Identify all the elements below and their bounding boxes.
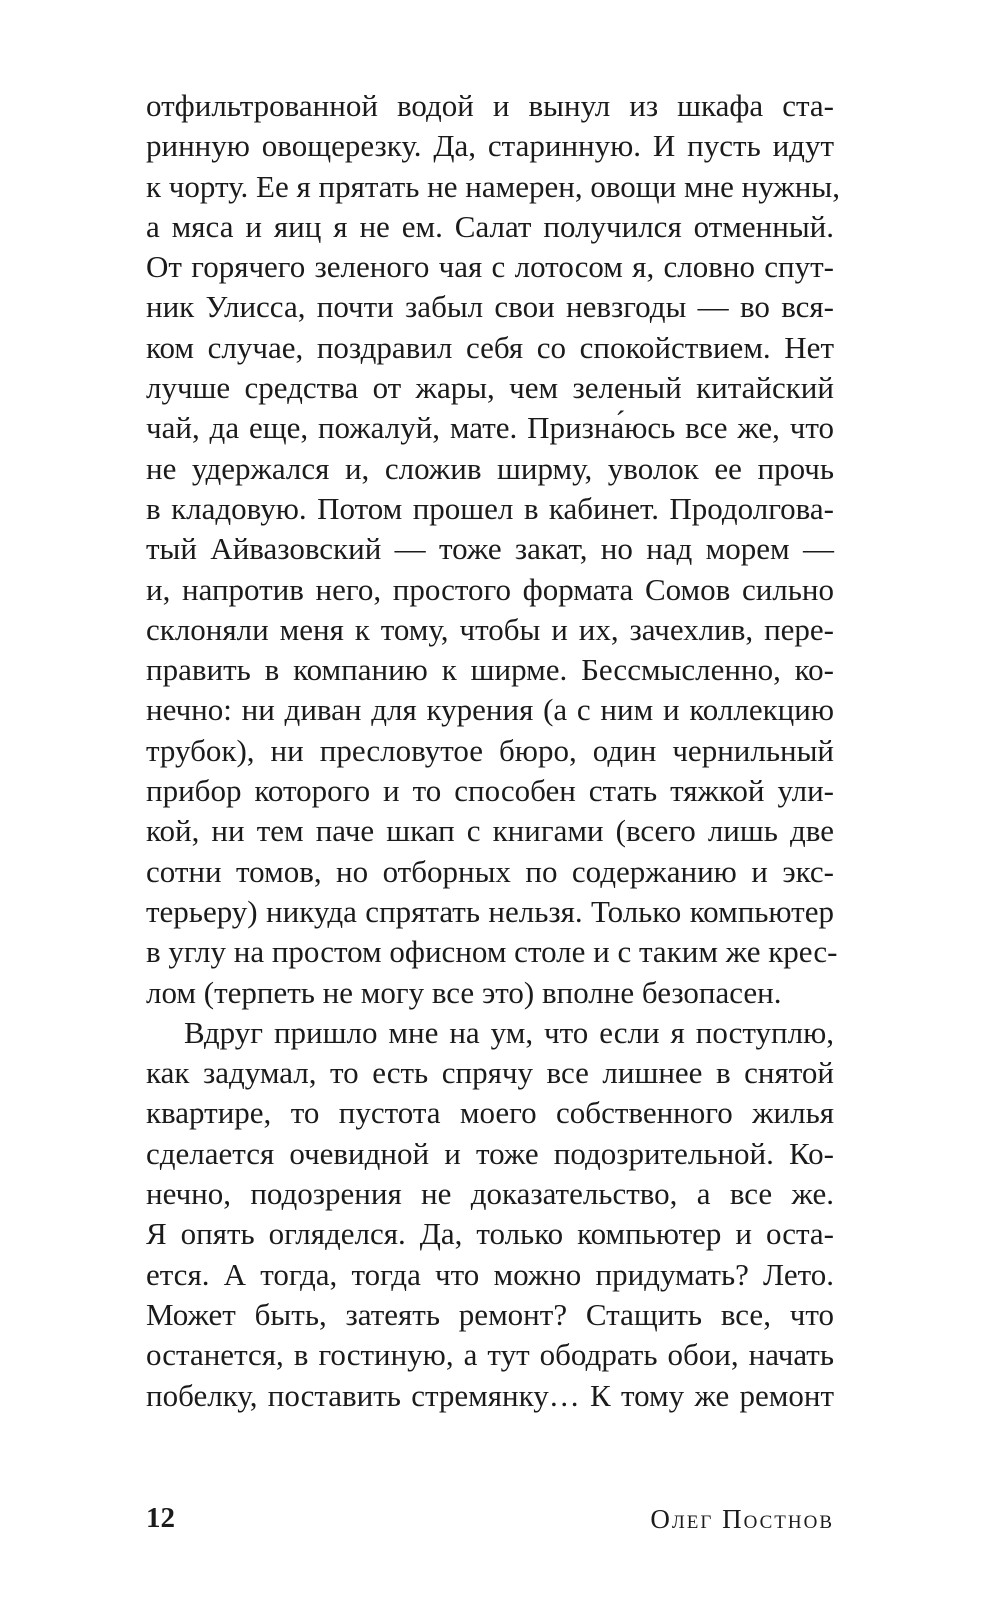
paragraph-start-line: Вдруг пришло мне на ум, что если я поступлю, [184,1014,834,1050]
text-line: нечно, подозрения не доказательство, а все же. [146,1176,834,1212]
text-line: не удержался и, сложив ширму, уволок ее прочь [146,450,834,486]
text-line: склоняли меня к тому, чтобы и их, зачехлив, пере- [146,611,834,647]
text-line: Я опять огляделся. Да, только компьютер и оста- [146,1216,834,1252]
text-line: Может быть, затеять ремонт? Стащить все, что [146,1296,834,1332]
text-line: ник Улисса, почти забыл свои невзгоды — во вся- [146,289,834,325]
page-number: 12 [146,1502,175,1534]
text-line: отфильтрованной водой и вынул из шкафа ста- [146,88,834,123]
text-line: кой, ни тем паче шкап с книгами (всего лишь две [146,813,834,849]
text-line: чай, да еще, пожалуй, мате. Призна́юсь все же, что [146,410,834,446]
text-line: лучше средства от жары, чем зеленый китайский [146,370,834,406]
text-line: сотни томов, но отборных по содержанию и экс- [146,853,834,889]
text-line: трубок), ни пресловутое бюро, один чернильный [146,732,834,768]
text-line: в углу на простом офисном столе и с таким же крес- [146,934,838,970]
text-line: ком случае, поздравил себя со спокойствием. Нет [146,329,834,365]
text-line: нечно: ни диван для курения (а с ним и коллекцию [146,692,834,728]
text-line: побелку, поставить стремянку… К тому же ремонт [146,1377,834,1413]
body-text [146,86,840,1416]
text-line: ринную овощерезку. Да, старинную. И пусть идут [146,128,834,164]
text-line: в кладовую. Потом прошел в кабинет. Продолгова- [146,490,834,526]
text-line: терьеру) никуда спрятать нельзя. Только компьютер [146,893,834,929]
paragraph-end-line: лом (терпеть не могу все это) вполне безопасен. [146,974,782,1010]
text-line: сделается очевидной и тоже подозрительной. Ко- [146,1135,834,1171]
text-line: тый Айвазовский — тоже закат, но над морем — [146,531,834,567]
text-line: прибор которого и то способен стать тяжкой ули- [146,773,834,809]
text-line: От горячего зеленого чая с лотосом я, словно спут- [146,249,834,285]
running-footer-author: Олег Постнов [650,1504,834,1534]
text-line: править в компанию к ширме. Бессмысленно, ко- [146,652,834,688]
text-line: и, напротив него, простого формата Сомов сильно [146,571,834,607]
text-line: останется, в гостиную, а тут ободрать обои, начать [146,1337,834,1373]
text-line: а мяса и яиц я не ем. Салат получился отменный. [146,208,834,244]
text-line: ется. А тогда, тогда что можно придумать? Лето. [146,1256,834,1292]
text-line: к чорту. Ее я прятать не намерен, овощи мне нужны, [146,168,840,204]
text-line: квартире, то пустота моего собственного жилья [146,1095,834,1131]
text-line: как задумал, то есть спрячу все лишнее в снятой [146,1055,834,1091]
